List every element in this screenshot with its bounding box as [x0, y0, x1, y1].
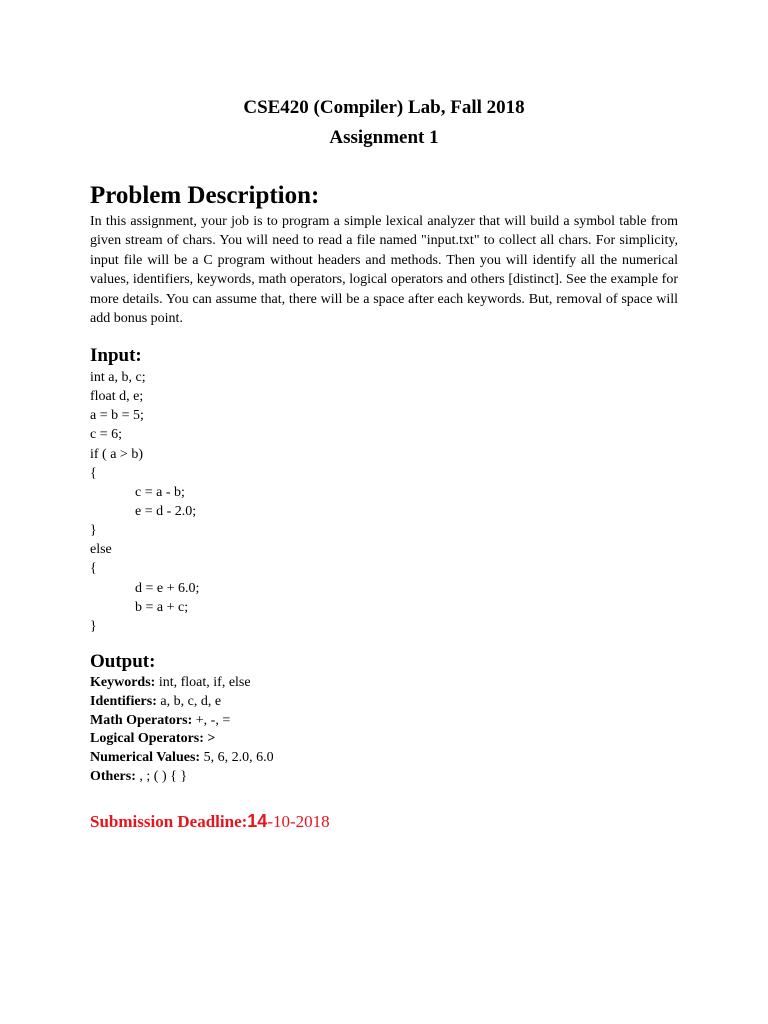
input-heading: Input:	[90, 345, 142, 366]
output-label: Identifiers:	[90, 693, 157, 709]
output-list	[90, 674, 590, 787]
code-line: {	[90, 465, 97, 481]
output-label: Logical Operators: >	[90, 731, 216, 747]
code-line: {	[90, 561, 97, 577]
output-label: Keywords:	[90, 675, 156, 690]
output-label: Numerical Values:	[90, 750, 201, 766]
code-line: }	[90, 523, 97, 539]
submission-deadline	[90, 810, 330, 833]
problem-description-heading: Problem Description:	[90, 182, 320, 209]
code-line: d = e + 6.0;	[135, 580, 200, 596]
output-label: Others:	[90, 768, 136, 784]
code-line: c = 6;	[90, 427, 122, 443]
output-keywords	[90, 674, 590, 693]
code-line: c = a - b;	[135, 484, 185, 500]
code-line: float d, e;	[90, 389, 144, 405]
output-value: int, float, if, else	[155, 675, 251, 690]
problem-description-paragraph: In this assignment, your job is to program a simple lexical analyzer that will build a symbol table from given stream of chars. You will need to read a file named "input.txt" to collect all chars. For simplicity, input file will be a C program without headers and methods. Then you will identify all the numerical values, identifiers, keywords, math operators, logical operators and others [distinct]. See the example for more details. You can assume that, there will be a space after each keywords. But, removal of space will add bonus point.	[90, 214, 678, 327]
code-line: else	[90, 542, 112, 558]
output-heading: Output:	[90, 651, 156, 672]
output-identifiers	[90, 693, 590, 712]
code-line: e = d - 2.0;	[135, 503, 197, 519]
input-code-block	[90, 368, 490, 636]
code-line: if ( a > b)	[90, 446, 143, 462]
output-numerical-values	[90, 749, 590, 768]
document-title: CSE420 (Compiler) Lab, Fall 2018	[243, 97, 525, 118]
deadline-label: Submission Deadline:	[90, 812, 248, 831]
deadline-date-rest: -10-2018	[267, 812, 330, 831]
code-line: int a, b, c;	[90, 370, 146, 385]
code-line: }	[90, 618, 97, 634]
output-others	[90, 768, 590, 787]
assignment-subtitle: Assignment 1	[329, 127, 439, 148]
output-label: Math Operators:	[90, 712, 193, 728]
output-value: a, b, c, d, e	[156, 693, 222, 709]
deadline-day: 14	[247, 811, 268, 831]
output-value: +, -, =	[192, 712, 231, 728]
output-math-operators	[90, 712, 590, 731]
output-logical-operators	[90, 730, 590, 749]
output-value: 5, 6, 2.0, 6.0	[200, 750, 274, 766]
code-line: b = a + c;	[135, 599, 189, 615]
code-line: a = b = 5;	[90, 408, 144, 424]
output-value: , ; ( ) { }	[135, 768, 188, 784]
